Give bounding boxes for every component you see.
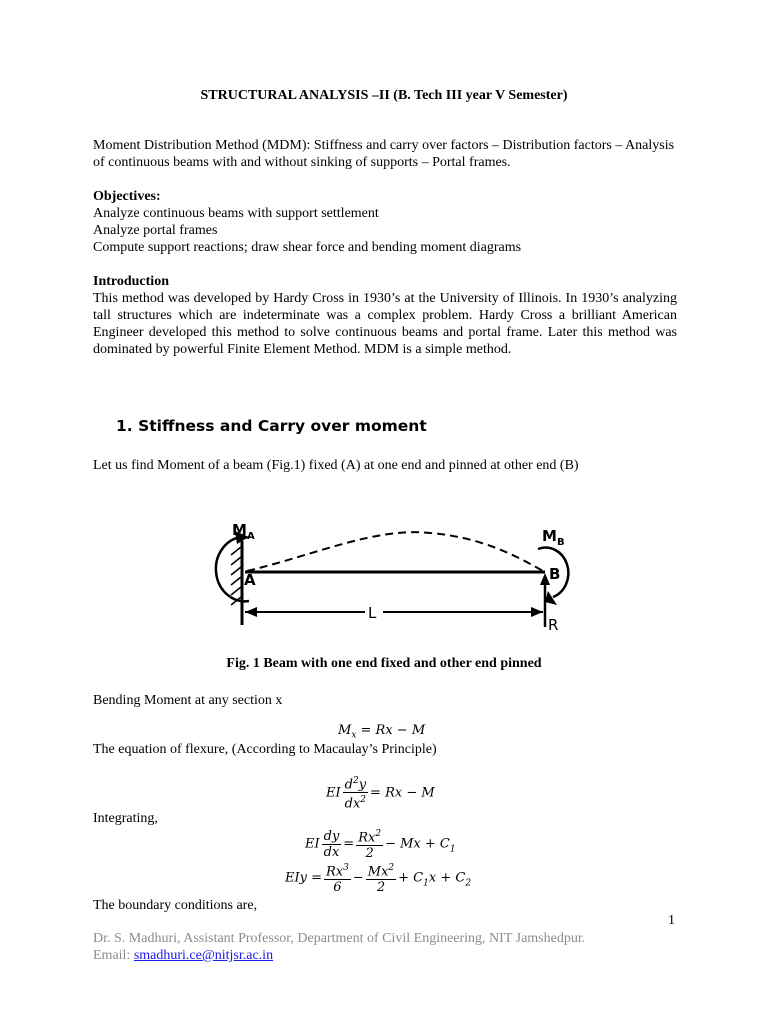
label-MB: $M_B$ [542, 527, 565, 548]
label-B: B [549, 565, 561, 583]
dimension-arrow-left [245, 607, 257, 617]
objective-item: Compute support reactions; draw shear force and bending moment diagrams [93, 240, 522, 255]
label-R: R [548, 616, 559, 634]
section-heading: 1. Stiffness and Carry over moment [116, 417, 427, 435]
moment-arrow-B [545, 591, 557, 605]
page-number: 1 [668, 913, 675, 928]
footer-email-label: Email: [93, 948, 131, 963]
label-L: L [368, 604, 377, 622]
objectives-heading: Objectives: [93, 189, 161, 204]
equation-deflection: EIy = $\frac{Rx^3}{6}$ − $\frac{Mx^2}{2}$ + $C_1x + C_2$ [285, 863, 472, 896]
figure-caption: Fig. 1 Beam with one end fixed and other end pinned [226, 656, 542, 671]
introduction-paragraph: This method was developed by Hardy Cross in 1930’s at the University of Illinois. In 1930’s analyzing tall structures which are indeterminate was a complex problem. Hardy Cross a brilliant American Engineer developed this method to solve continuous beams and portal frame. Later this method was dominated by powerful Finite Element Method. MDM is a simple method. [93, 291, 677, 357]
fixed-support-hatch [231, 547, 241, 605]
equation-flexure: EI $\frac{d^2y}{dx^2}$ = Rx − M [326, 776, 435, 812]
dimension-arrow-right [531, 607, 543, 617]
introduction-heading: Introduction [93, 274, 169, 289]
deflected-shape [247, 532, 543, 571]
footer-email-link[interactable]: smadhuri.ce@nitjsr.ac.in [133, 948, 274, 963]
equation-slope: EI $\frac{dy}{dx}$ = $\frac{Rx^2}{2}$ − $Mx + C_1$ [305, 828, 456, 862]
section-paragraph: Let us find Moment of a beam (Fig.1) fixed (A) at one end and pinned at other end (B) [93, 458, 579, 473]
equation-moment: $M_x = Rx - M$ [338, 723, 426, 741]
document-title: STRUCTURAL ANALYSIS –II (B. Tech III year V Semester) [200, 88, 568, 103]
footer-email-line [93, 947, 585, 964]
flexure-text: The equation of flexure, (According to Macaulay’s Principle) [93, 742, 437, 757]
label-MA: $M_A$ [232, 521, 255, 542]
page-footer [93, 930, 585, 964]
beam-figure [205, 515, 580, 635]
integrating-text: Integrating, [93, 811, 158, 826]
objective-item: Analyze portal frames [93, 223, 218, 238]
footer-author: Dr. S. Madhuri, Assistant Professor, Department of Civil Engineering, NIT Jamshedpur. [93, 931, 586, 946]
label-A: A [244, 571, 256, 589]
boundary-text: The boundary conditions are, [93, 898, 258, 913]
syllabus-paragraph: Moment Distribution Method (MDM): Stiffness and carry over factors – Distribution factors – Analysis of continuous beams with and without sinking of supports – Portal frames. [93, 138, 675, 170]
bending-moment-text: Bending Moment at any section x [93, 693, 283, 708]
moment-arc-A [216, 537, 249, 601]
objective-item: Analyze continuous beams with support settlement [93, 206, 379, 221]
